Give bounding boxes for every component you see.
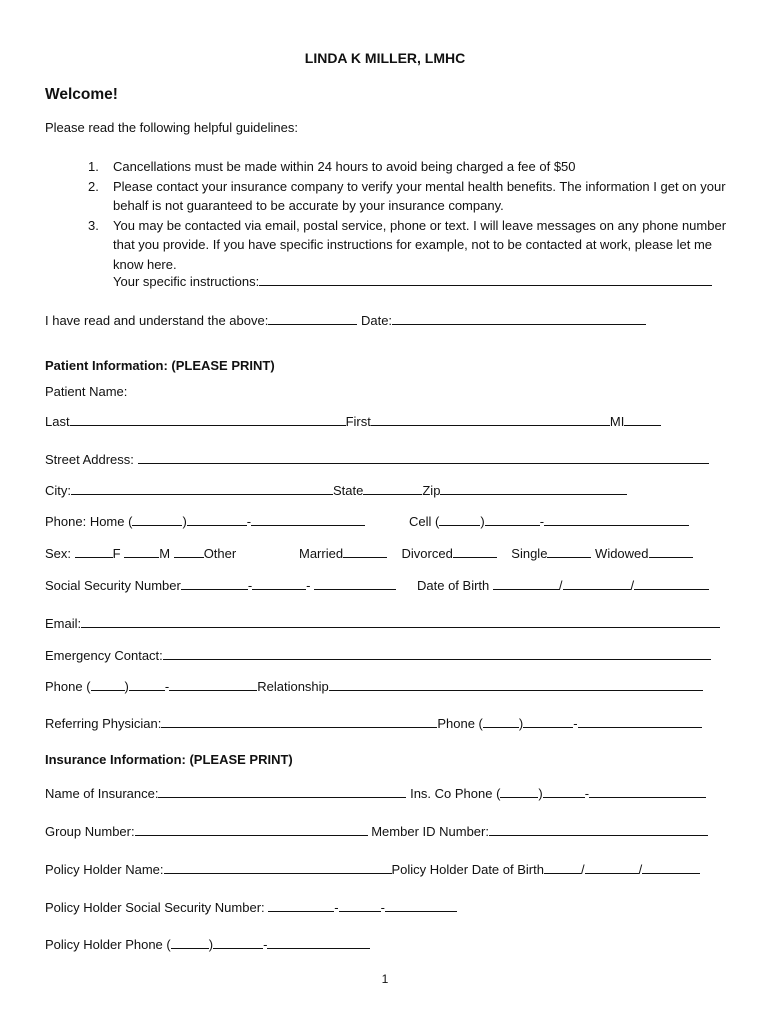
- policy-holder-name-field[interactable]: [164, 860, 392, 874]
- single-field[interactable]: [547, 544, 591, 558]
- group-number-field[interactable]: [135, 822, 368, 836]
- street-address-field[interactable]: [138, 450, 709, 464]
- page-title: LINDA K MILLER, LMHC: [304, 50, 466, 66]
- policy-holder-phone-row: Policy Holder Phone ( ) -: [45, 935, 370, 953]
- street-address-label: Street Address:: [45, 452, 134, 467]
- cell-phone-prefix-field[interactable]: [485, 512, 540, 526]
- patient-name-label: Patient Name:: [45, 384, 128, 399]
- ssn-part2-field[interactable]: [252, 576, 306, 590]
- specific-instructions-field[interactable]: [259, 272, 712, 286]
- acknowledge-label: I have read and understand the above:: [45, 313, 269, 328]
- policy-holder-phone-line-field[interactable]: [267, 935, 370, 949]
- acknowledge-date-label: Date:: [360, 313, 393, 328]
- sex-row: [45, 544, 236, 562]
- patient-name-row: [45, 412, 661, 430]
- dob-year-field[interactable]: [634, 576, 709, 590]
- widowed-label: Widowed: [595, 546, 649, 561]
- welcome-heading: Welcome!: [45, 86, 118, 103]
- insurance-info-heading: Insurance Information: (PLEASE PRINT): [45, 752, 293, 767]
- divorced-label: Divorced: [401, 546, 453, 561]
- page-number: 1: [381, 972, 389, 986]
- intro-text: Please read the following helpful guidelines:: [45, 120, 298, 135]
- guideline-text: Cancellations must be made within 24 hours to avoid being charged a fee of $50: [113, 159, 576, 174]
- policy-holder-phone-prefix-field[interactable]: [213, 935, 263, 949]
- email-label: Email:: [45, 616, 82, 631]
- sex-female-label: F: [112, 546, 121, 561]
- acknowledge-row: [45, 311, 646, 329]
- referring-physician-row: Referring Physician: Phone ( ) -: [45, 714, 702, 732]
- guideline-number: 1.: [88, 159, 99, 174]
- specific-instructions-label: Your specific instructions:: [113, 274, 260, 289]
- single-label: Single: [511, 546, 548, 561]
- sex-label: Sex:: [45, 546, 72, 561]
- sex-male-field[interactable]: [124, 544, 159, 558]
- middle-initial-field[interactable]: [624, 412, 661, 426]
- home-phone-row: Phone: Home ( ) -: [45, 512, 365, 530]
- cell-phone-line-field[interactable]: [544, 512, 689, 526]
- referring-physician-field[interactable]: [161, 714, 437, 728]
- marital-status-row: [299, 544, 693, 562]
- relationship-field[interactable]: [329, 677, 703, 691]
- emergency-contact-label: Emergency Contact:: [45, 648, 163, 663]
- home-phone-area-field[interactable]: [132, 512, 182, 526]
- guidelines-list: [88, 157, 728, 274]
- policy-holder-ssn-part2-field[interactable]: [339, 898, 381, 912]
- patient-info-heading: Patient Information: (PLEASE PRINT): [45, 358, 275, 373]
- guideline-item: [88, 157, 728, 177]
- street-row: [45, 450, 709, 468]
- member-id-field[interactable]: [489, 822, 708, 836]
- referring-physician-label: Referring Physician:: [45, 716, 162, 731]
- insurance-name-field[interactable]: [158, 784, 406, 798]
- dob-month-field[interactable]: [493, 576, 559, 590]
- widowed-field[interactable]: [649, 544, 693, 558]
- sex-other-label: Other: [203, 546, 237, 561]
- policy-holder-dob-label: Policy Holder Date of Birth: [391, 862, 544, 877]
- ssn-part3-field[interactable]: [314, 576, 396, 590]
- policy-holder-name-label: Policy Holder Name:: [45, 862, 164, 877]
- last-name-field[interactable]: [70, 412, 346, 426]
- dob-label: Date of Birth: [417, 578, 490, 593]
- ssn-row: Social Security Number - -: [45, 576, 396, 594]
- cell-phone-label: Cell (: [409, 514, 440, 529]
- home-phone-label: Phone: Home (: [45, 514, 133, 529]
- guideline-item: [88, 216, 728, 275]
- policy-holder-name-row: Policy Holder Name: Policy Holder Date of Birth / /: [45, 860, 700, 878]
- cell-phone-area-field[interactable]: [439, 512, 480, 526]
- policy-holder-dob-month-field[interactable]: [544, 860, 581, 874]
- ssn-part1-field[interactable]: [181, 576, 248, 590]
- policy-holder-ssn-row: Policy Holder Social Security Number: - -: [45, 898, 457, 916]
- dob-day-field[interactable]: [563, 576, 631, 590]
- guideline-number: 3.: [88, 217, 99, 233]
- member-id-label: Member ID Number:: [371, 824, 489, 839]
- emergency-phone-line-field[interactable]: [169, 677, 257, 691]
- zip-label: Zip: [422, 483, 441, 498]
- relationship-label: Relationship: [257, 679, 329, 694]
- middle-initial-label: MI: [609, 414, 625, 429]
- divorced-field[interactable]: [453, 544, 497, 558]
- referring-phone-area-field[interactable]: [483, 714, 519, 728]
- emergency-contact-field[interactable]: [163, 646, 711, 660]
- sex-female-field[interactable]: [75, 544, 113, 558]
- policy-holder-dob-day-field[interactable]: [585, 860, 639, 874]
- emergency-phone-row: Phone ( ) - Relationship: [45, 677, 703, 695]
- insurance-phone-area-field[interactable]: [500, 784, 538, 798]
- policy-holder-ssn-label: Policy Holder Social Security Number:: [45, 900, 265, 915]
- state-field[interactable]: [363, 481, 422, 495]
- emergency-phone-label: Phone (: [45, 679, 91, 694]
- acknowledge-date-field[interactable]: [392, 311, 646, 325]
- guideline-text: You may be contacted via email, postal service, phone or text. I will leave messages on any phone number that you provide. If you have specific instructions for example, not to be contacted at work, please let me know here.: [113, 217, 727, 272]
- emergency-contact-row: [45, 646, 711, 664]
- ssn-label: Social Security Number: [45, 578, 181, 593]
- cell-phone-row: Cell ( ) -: [409, 512, 689, 530]
- city-row: [45, 481, 627, 499]
- insurance-phone-label: Ins. Co Phone (: [410, 786, 501, 801]
- policy-holder-dob-year-field[interactable]: [642, 860, 700, 874]
- guideline-item: [88, 177, 728, 216]
- insurance-name-label: Name of Insurance:: [45, 786, 159, 801]
- email-field[interactable]: [81, 614, 720, 628]
- group-number-row: [45, 822, 708, 840]
- referring-phone-prefix-field[interactable]: [523, 714, 573, 728]
- specific-instructions-row: [113, 272, 712, 290]
- city-label: City:: [45, 483, 71, 498]
- insurance-phone-prefix-field[interactable]: [543, 784, 585, 798]
- email-row: [45, 614, 720, 632]
- married-field[interactable]: [343, 544, 387, 558]
- sex-other-field[interactable]: [174, 544, 204, 558]
- city-field[interactable]: [71, 481, 333, 495]
- home-phone-line-field[interactable]: [251, 512, 365, 526]
- guideline-number: 2.: [88, 178, 99, 194]
- married-label: Married: [299, 546, 344, 561]
- guideline-text: Please contact your insurance company to verify your mental health benefits. The information I get on your behalf is not guaranteed to be accurate by your insurance company.: [113, 178, 726, 213]
- policy-holder-ssn-part3-field[interactable]: [385, 898, 457, 912]
- state-label: State: [333, 483, 364, 498]
- home-phone-prefix-field[interactable]: [187, 512, 247, 526]
- emergency-phone-prefix-field[interactable]: [129, 677, 165, 691]
- insurance-name-row: Name of Insurance: Ins. Co Phone ( ) -: [45, 784, 706, 802]
- first-name-field[interactable]: [371, 412, 610, 426]
- policy-holder-ssn-part1-field[interactable]: [268, 898, 334, 912]
- last-name-label: Last: [45, 414, 70, 429]
- first-name-label: First: [345, 414, 371, 429]
- policy-holder-phone-label: Policy Holder Phone (: [45, 937, 171, 952]
- group-number-label: Group Number:: [45, 824, 135, 839]
- zip-field[interactable]: [440, 481, 627, 495]
- referring-phone-line-field[interactable]: [578, 714, 702, 728]
- referring-phone-label: Phone (: [437, 716, 483, 731]
- emergency-phone-area-field[interactable]: [91, 677, 125, 691]
- acknowledge-signature-field[interactable]: [268, 311, 357, 325]
- sex-male-label: M: [159, 546, 171, 561]
- insurance-phone-line-field[interactable]: [589, 784, 706, 798]
- dob-row: Date of Birth / /: [417, 576, 709, 594]
- policy-holder-phone-area-field[interactable]: [171, 935, 209, 949]
